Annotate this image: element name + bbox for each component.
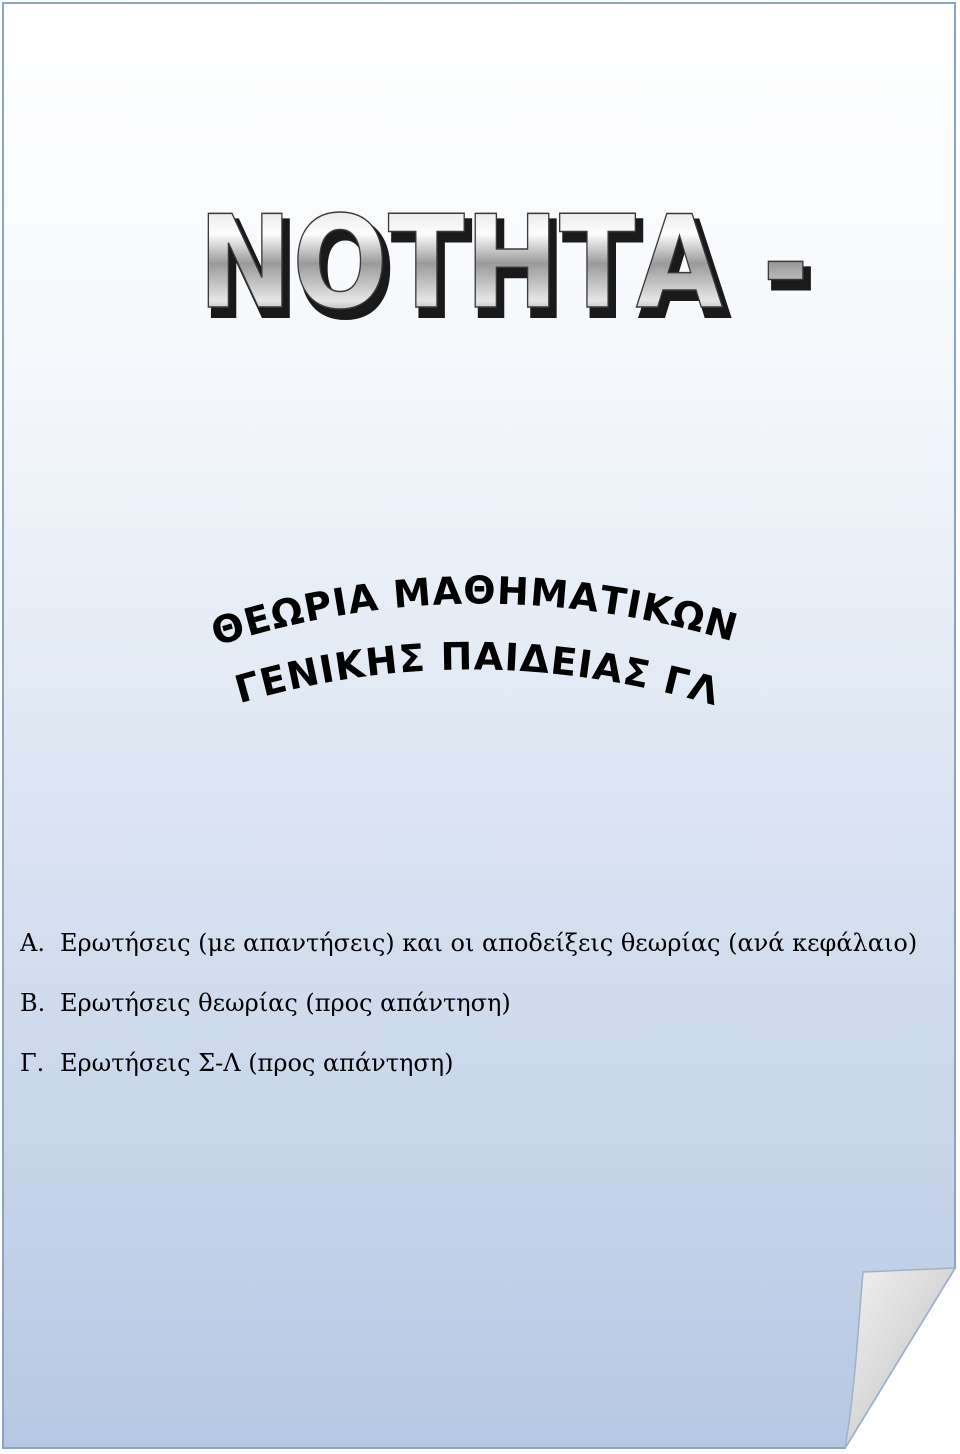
subtitle-wordart [170, 560, 790, 740]
contents-list [20, 928, 940, 1078]
title-block [200, 195, 840, 345]
contents-item-a [20, 928, 940, 958]
page-curl [845, 1268, 955, 1448]
contents-item-c [20, 1048, 940, 1078]
title-shadow: ΝΟΤΗΤΑ - [203, 197, 815, 345]
contents-letter: Β. [20, 989, 46, 1017]
title-wordart [200, 195, 840, 345]
contents-letter: Α. [20, 929, 45, 957]
contents-letter: Γ. [20, 1049, 45, 1077]
contents-text: Ερωτήσεις (με απαντήσεις) και οι αποδείξεις θεωρίας (ανά κεφάλαιο) [60, 929, 918, 957]
title-text: ΝΟΤΗΤΑ - [200, 195, 810, 338]
contents-text: Ερωτήσεις Σ-Λ (προς απάντηση) [60, 1049, 454, 1077]
contents-item-b [20, 988, 940, 1018]
subtitle-line-2: ΓΕΝΙΚΗΣ ΠΑΙΔΕΙΑΣ ΓΛ [229, 634, 725, 715]
subtitle-block [170, 560, 790, 740]
subtitle-line-1: ΘΕΩΡΙΑ ΜΑΘΗΜΑΤΙΚΩΝ [206, 568, 743, 655]
contents-text: Ερωτήσεις θεωρίας (προς απάντηση) [60, 989, 511, 1017]
